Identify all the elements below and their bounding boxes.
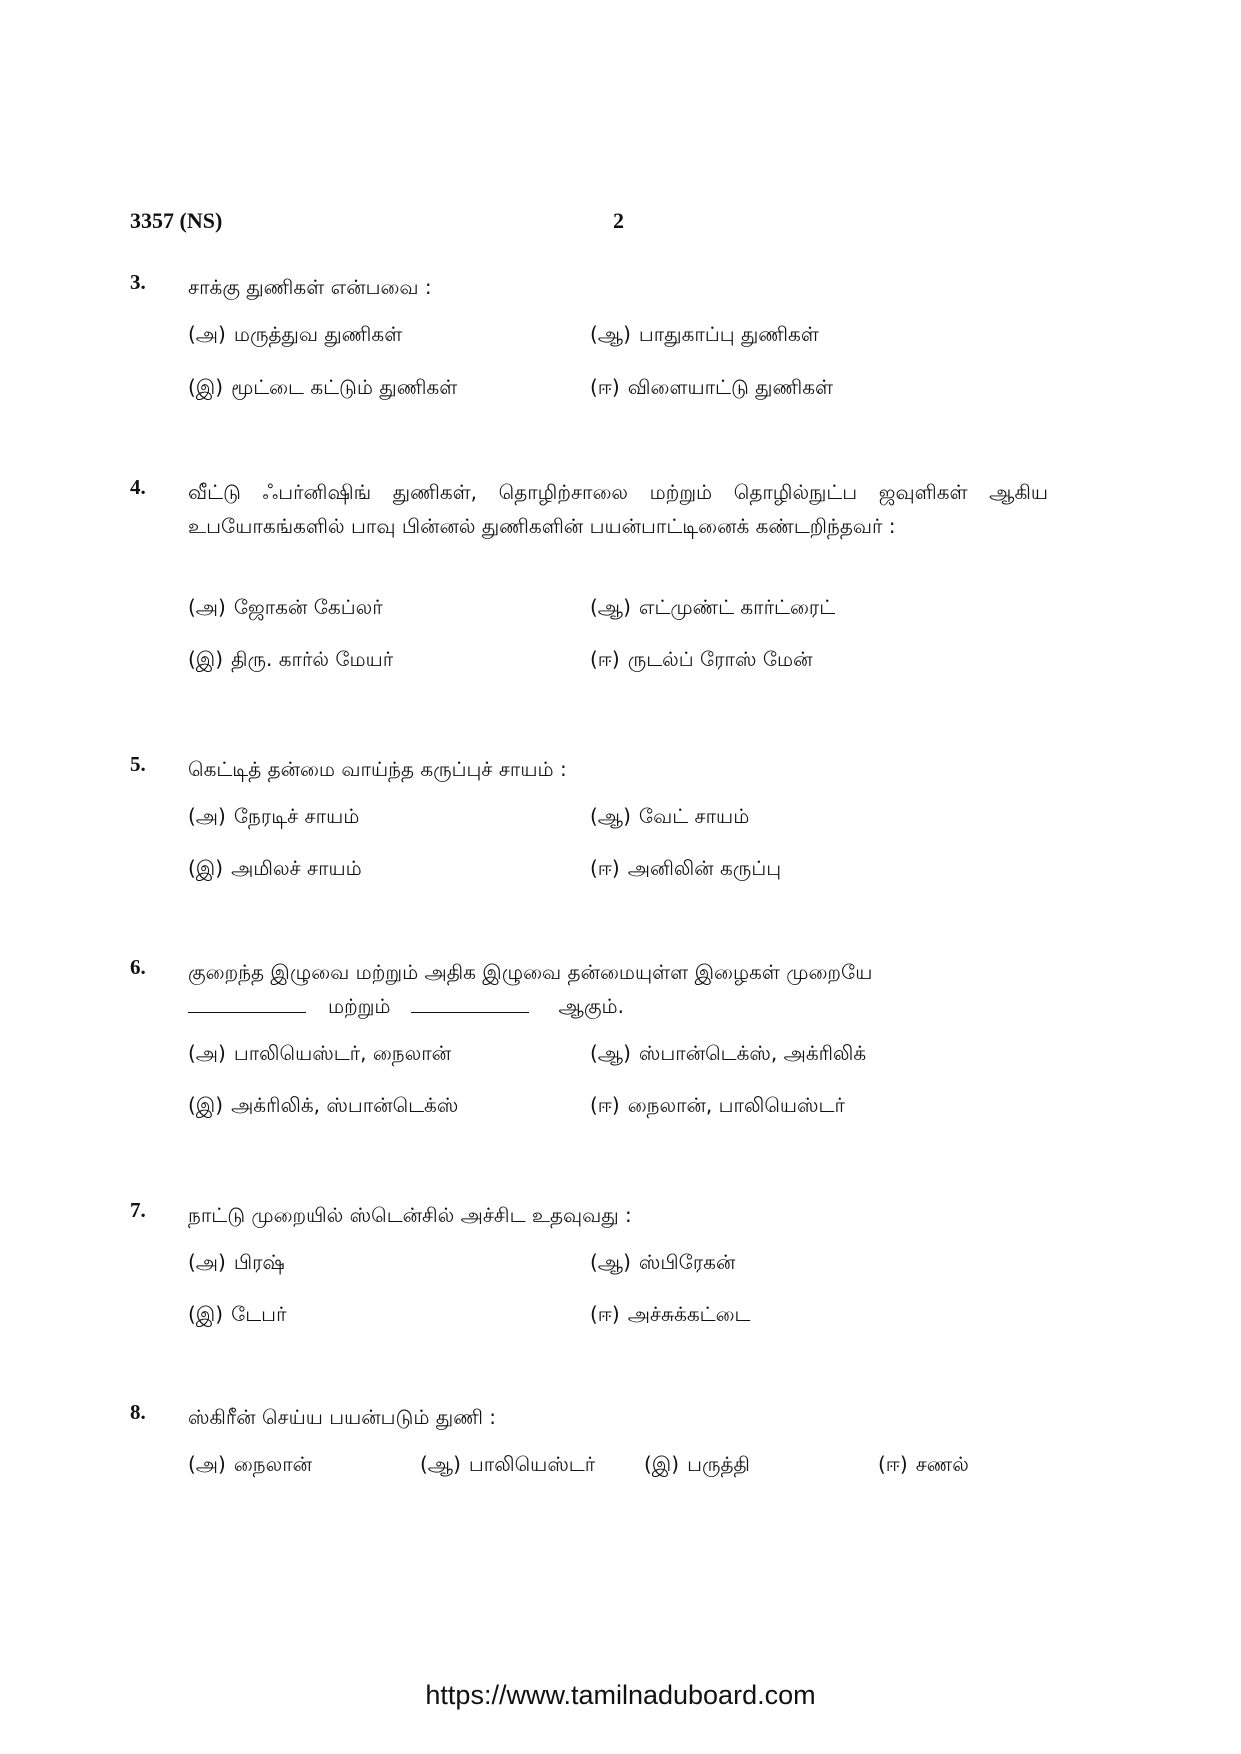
option-b xyxy=(590,1250,735,1277)
option-text: ருடல்ப் ரோஸ் மேன் xyxy=(627,647,813,671)
question-text-line1: குறைந்த இழுவை மற்றும் அதிக இழுவை தன்மையுள்ள இழைகள் முறையே xyxy=(188,960,873,984)
option-text: டேபர் xyxy=(231,1302,287,1326)
option-text: பிரஷ் xyxy=(233,1250,285,1274)
option-a xyxy=(188,595,383,622)
option-text: நைலான், பாலியெஸ்டர் xyxy=(627,1093,845,1117)
option-label: (அ) xyxy=(188,804,226,828)
option-label: (ஈ) xyxy=(590,375,620,399)
option-label: (ஈ) xyxy=(878,1452,908,1476)
answer-blank xyxy=(411,994,529,1013)
option-text: பாலியெஸ்டர், நைலான் xyxy=(233,1041,452,1065)
question-text: வீட்டு ஃபர்னிஷிங் துணிகள், தொழிற்சாலை மற்றும் தொழில்நுட்ப ஜவுளிகள் ஆகிய உபயோகங்களில் பாவு பின்னல் துணிகளின் பயன்பாட்டினைக் கண்டறிந்தவர் : xyxy=(188,480,1048,538)
question-number: 8. xyxy=(130,1400,146,1424)
question-number: 5. xyxy=(130,752,146,776)
option-text: பாதுகாப்பு துணிகள் xyxy=(638,322,819,346)
option-a xyxy=(188,804,359,831)
option-text: ஸ்பிரேகன் xyxy=(638,1250,736,1274)
question-number: 3. xyxy=(130,270,146,294)
option-d xyxy=(590,1093,845,1120)
question-text: கெட்டித் தன்மை வாய்ந்த கருப்புச் சாயம் : xyxy=(188,757,567,781)
option-text: ஜோகன் கேப்லர் xyxy=(233,595,383,619)
option-d xyxy=(590,1302,750,1329)
question-text: சாக்கு துணிகள் என்பவை : xyxy=(188,275,432,299)
option-label: (அ) xyxy=(188,1452,226,1476)
option-label: (ஆ) xyxy=(590,1041,631,1065)
option-text: மூட்டை கட்டும் துணிகள் xyxy=(231,375,458,399)
option-label: (ஆ) xyxy=(590,804,631,828)
option-text: நேரடிச் சாயம் xyxy=(233,804,360,828)
option-d xyxy=(590,856,781,883)
option-label: (ஈ) xyxy=(590,856,620,880)
option-label: (ஆ) xyxy=(420,1452,461,1476)
option-label: (இ) xyxy=(188,1302,224,1326)
option-text: பாலியெஸ்டர் xyxy=(468,1452,596,1476)
option-a xyxy=(188,322,402,349)
option-b xyxy=(590,1041,866,1068)
question-number: 7. xyxy=(130,1198,146,1222)
option-text: ஸ்பான்டெக்ஸ், அக்ரிலிக் xyxy=(638,1041,867,1065)
option-label: (ஆ) xyxy=(590,595,631,619)
option-label: (அ) xyxy=(188,1250,226,1274)
option-label: (அ) xyxy=(188,595,226,619)
option-label: (அ) xyxy=(188,322,226,346)
option-text: அக்ரிலிக், ஸ்பான்டெக்ஸ் xyxy=(231,1093,459,1117)
option-label: (ஈ) xyxy=(590,647,620,671)
option-d xyxy=(590,647,813,674)
option-b xyxy=(590,595,835,622)
question-text-line2 xyxy=(188,989,1058,1023)
option-text: நைலான் xyxy=(233,1452,313,1476)
option-c xyxy=(188,647,393,674)
question-number: 4. xyxy=(130,475,146,499)
option-label: (இ) xyxy=(188,375,224,399)
option-d xyxy=(590,375,833,402)
option-label: (ஈ) xyxy=(590,1093,620,1117)
option-label: (அ) xyxy=(188,1041,226,1065)
option-a xyxy=(188,1041,451,1068)
question-text: நாட்டு முறையில் ஸ்டென்சில் அச்சிட உதவுவது : xyxy=(188,1203,632,1227)
question-number: 6. xyxy=(130,955,146,979)
option-c xyxy=(188,856,362,883)
answer-blank xyxy=(188,994,306,1013)
option-text: சணல் xyxy=(915,1452,969,1476)
option-text: திரு. கார்ல் மேயர் xyxy=(231,647,394,671)
option-text: பருத்தி xyxy=(687,1452,750,1476)
option-a xyxy=(188,1250,285,1277)
footer-url[interactable]: https://www.tamilnaduboard.com xyxy=(425,1680,816,1710)
option-b xyxy=(590,804,749,831)
option-c xyxy=(188,1302,287,1329)
page-code: 3357 (NS) xyxy=(130,208,223,233)
conjunction-text: மற்றும் xyxy=(328,994,391,1018)
option-b xyxy=(590,322,819,349)
option-a xyxy=(188,1452,312,1479)
option-b xyxy=(420,1452,595,1479)
option-label: (இ) xyxy=(188,856,224,880)
option-c xyxy=(188,1093,458,1120)
option-text: வேட் சாயம் xyxy=(638,804,750,828)
option-text: எட்முண்ட் கார்ட்ரைட் xyxy=(638,595,836,619)
option-label: (இ) xyxy=(188,1093,224,1117)
question-text xyxy=(188,955,1058,1023)
option-text: விளையாட்டு துணிகள் xyxy=(627,375,834,399)
option-label: (இ) xyxy=(188,647,224,671)
option-text: அச்சுக்கட்டை xyxy=(627,1302,751,1326)
option-c xyxy=(644,1452,750,1479)
option-text: அனிலின் கருப்பு xyxy=(627,856,782,880)
option-text: அமிலச் சாயம் xyxy=(231,856,362,880)
question-text: ஸ்கிரீன் செய்ய பயன்படும் துணி : xyxy=(188,1405,497,1429)
question-text-end: ஆகும். xyxy=(558,994,624,1018)
option-label: (ஆ) xyxy=(590,322,631,346)
page-number: 2 xyxy=(613,208,624,233)
option-d xyxy=(878,1452,969,1479)
option-label: (ஈ) xyxy=(590,1302,620,1326)
option-text: மருத்துவ துணிகள் xyxy=(233,322,403,346)
option-label: (இ) xyxy=(644,1452,680,1476)
option-label: (ஆ) xyxy=(590,1250,631,1274)
option-c xyxy=(188,375,457,402)
